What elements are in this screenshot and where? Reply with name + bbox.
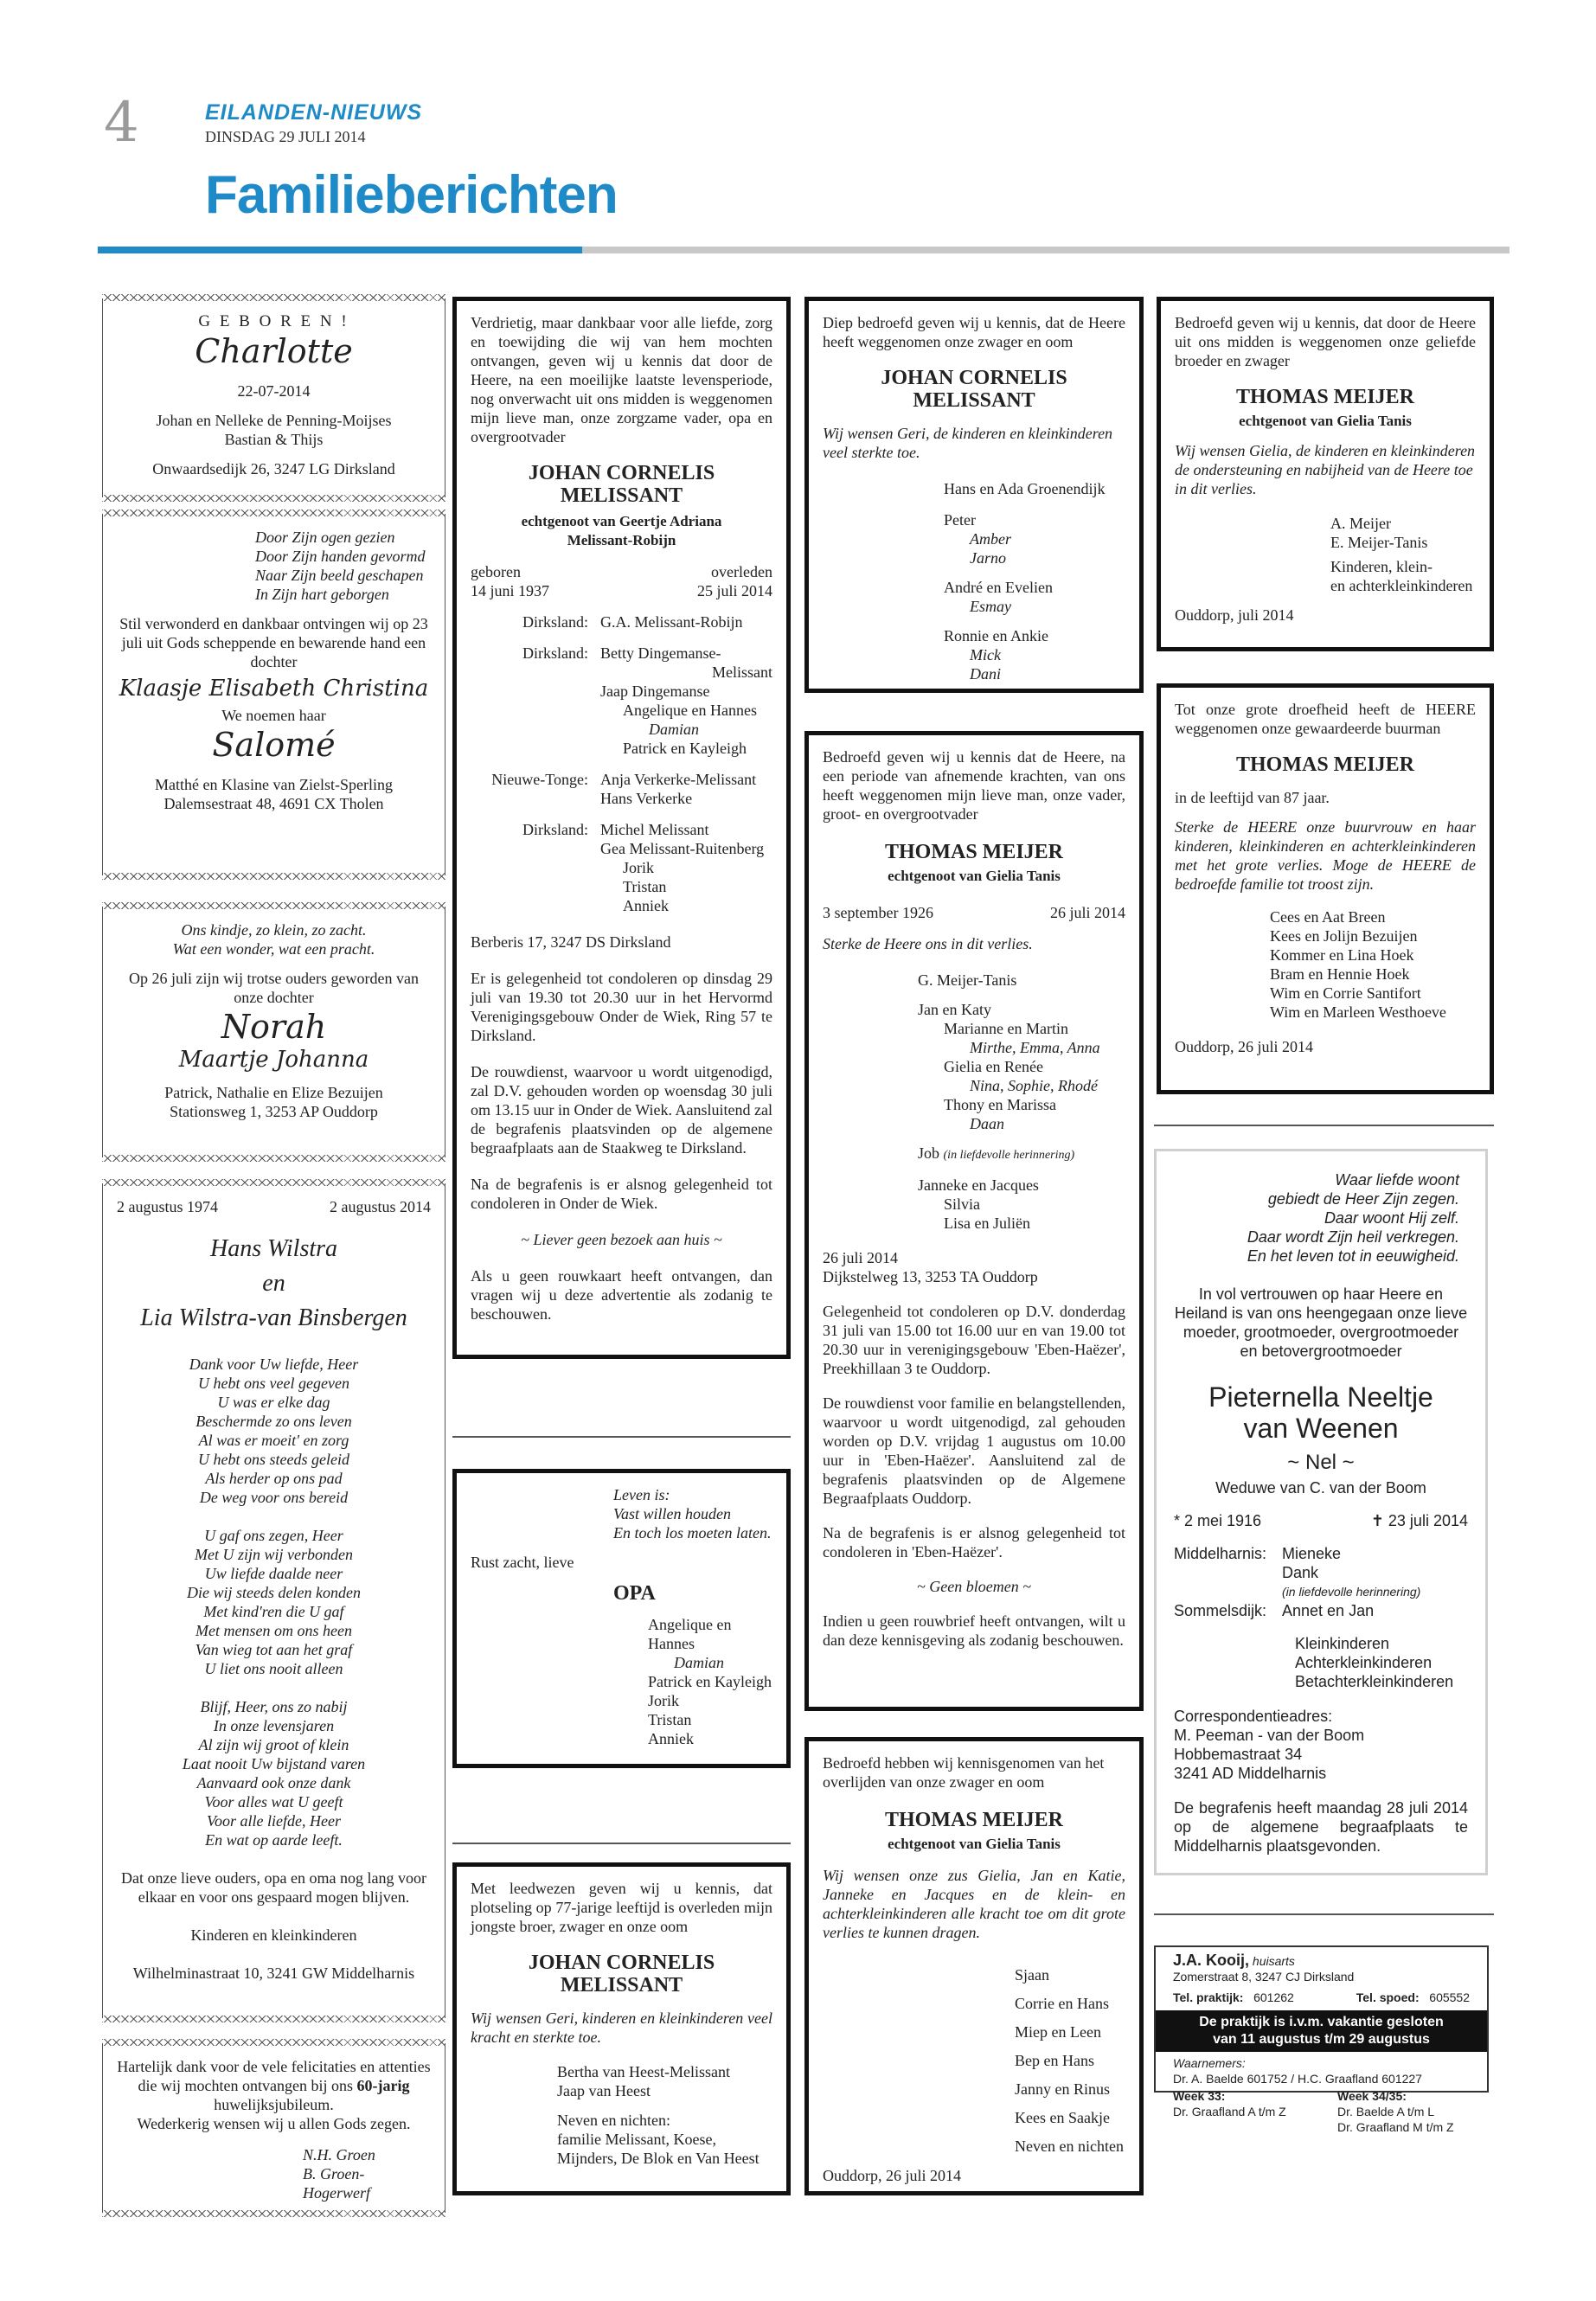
doctor-notice-kooij: [1154, 1945, 1489, 2134]
poem-line: Ons kindje, zo klein, zo zacht.: [181, 921, 367, 939]
born-date: 14 juni 1937: [471, 582, 550, 599]
family-member: Jorik: [648, 1692, 679, 1709]
family-member: Angelique en Hannes: [648, 1616, 732, 1652]
deceased-name: THOMAS MEIJER: [1235, 386, 1414, 408]
family-names: [600, 820, 772, 915]
date-end: 2 augustus 2014: [330, 1198, 431, 1215]
week-34-35-doctor-2: Dr. Graafland M t/m Z: [1337, 2120, 1454, 2134]
deceased-name-2: MELISSANT: [913, 389, 1035, 412]
wish-text: Wij wensen onze zus Gielia, Jan en Katie, Janneke en Jacques en de klein- en achterkleinkinderen alle kracht toe om dit grote verlies te kunnen dragen.: [823, 1867, 1125, 1941]
family-member: André en Evelien: [944, 579, 1053, 596]
poem-line: Voor alle liefde, Heer: [207, 1812, 341, 1830]
place-label: Nieuwe-Tonge:: [491, 771, 588, 788]
poem-line: Al was er moeit' en zorg: [198, 1432, 349, 1449]
poem-line: Naar Zijn beeld geschapen: [255, 567, 424, 584]
poem-verse-3: [117, 1697, 431, 1849]
died-label: overleden: [711, 563, 772, 580]
poem-line: Door Zijn ogen gezien: [255, 529, 395, 546]
deceased-name-1: Pieternella Neeltje: [1208, 1381, 1433, 1413]
obituary-opa: [452, 1469, 791, 1768]
family-member: Neven en nichten: [1015, 2138, 1124, 2155]
card-note: Als u geen rouwkaart heeft ontvangen, dan vragen wij u deze advertentie als zodanig te beschouwen.: [471, 1267, 772, 1323]
family-row: [1174, 1544, 1468, 1582]
baby-name: Norah: [221, 1008, 327, 1046]
poem-line: Al zijn wij groot of klein: [198, 1736, 349, 1753]
poem-line: U liet ons nooit alleen: [204, 1660, 343, 1677]
baby-call-name: Salomé: [212, 726, 336, 764]
poem-line: U gaf ons zegen, Heer: [204, 1527, 343, 1544]
nickname: ~ Nel ~: [1287, 1451, 1355, 1474]
poem-verse-1: [117, 1355, 431, 1507]
family-row: [1174, 1582, 1468, 1601]
family-names: [1282, 1544, 1468, 1582]
job-name: Job: [918, 1144, 940, 1162]
anniversary-dates: [117, 1197, 431, 1216]
life-dates: [471, 562, 772, 600]
intro-text: Diep bedroefd geven wij u kennis, dat de Heere heeft weggenomen onze zwager en oom: [823, 314, 1125, 350]
footer-date: Ouddorp, juli 2014: [1175, 606, 1294, 624]
poem: [117, 528, 431, 604]
emergency-phone-label: Tel. spoed:: [1356, 1990, 1420, 2004]
family-member: Janny en Rinus: [1015, 2080, 1110, 2098]
family-member: Kommer en Lina Hoek: [1270, 946, 1414, 964]
place-label: Dirksland:: [522, 644, 588, 662]
family-member: Tristan: [623, 878, 667, 895]
family-member: Miep en Leen: [1015, 2023, 1101, 2041]
baby-full-name: Klaasje Elisabeth Christina: [119, 676, 429, 702]
poem-line: En wat op aarde leeft.: [205, 1831, 343, 1849]
deceased-name-1: JOHAN CORNELIS: [881, 367, 1067, 389]
family-member: (in liefdevolle herinnering): [1282, 1585, 1421, 1599]
poem: [1174, 1170, 1468, 1266]
family-names: [600, 644, 772, 758]
thanks-text-a: Hartelijk dank voor de vele felicitaties en attenties die wij mochten ontvangen bij ons: [117, 2058, 431, 2094]
address: Stationsweg 1, 3253 AP Ouddorp: [170, 1103, 378, 1120]
closure-banner: [1156, 2010, 1487, 2052]
column-rule: [1154, 1125, 1494, 1126]
family-member: Damian: [649, 721, 699, 738]
deceased-name: THOMAS MEIJER: [1235, 753, 1414, 776]
deceased-name-2: MELISSANT: [560, 1974, 683, 1997]
poem-line: Voor alles wat U geeft: [204, 1793, 343, 1811]
spouse-line: echtgenoot van Gielia Tanis: [888, 868, 1061, 884]
signature-2: B. Groen-Hogerwerf: [303, 2165, 370, 2202]
family-member: Mieneke: [1282, 1545, 1342, 1562]
family-member: Annet en Jan: [1282, 1602, 1375, 1619]
opa-title: OPA: [613, 1582, 656, 1605]
family-member: Silvia: [944, 1195, 981, 1213]
family-member: Peter: [944, 511, 976, 529]
intro-text: Bedroefd geven wij u kennis dat de Heere, na een periode van afnemende krachten, van ons heeft weggenomen mijn lieve man, onze vader, groot- en overgrootvader: [823, 748, 1125, 823]
died-block: [697, 562, 772, 600]
born-date: 3 september 1926: [823, 904, 933, 921]
couple-and: en: [262, 1270, 285, 1297]
anniversary-wilstra: [102, 1183, 445, 2018]
family-member: Jarno: [970, 549, 1006, 567]
family-member: Damian: [674, 1654, 724, 1671]
family-member: Bertha van Heest-Melissant: [557, 2063, 730, 2080]
intro-text: Met leedwezen geven wij u kennis, dat plotseling op 77-jarige leeftijd is overleden mijn jongste broer, zwager en onze oom: [471, 1880, 772, 1935]
issue-date: DINSDAG 29 JULI 2014: [205, 128, 366, 145]
family-member: Lisa en Juliën: [944, 1215, 1030, 1232]
address: Berberis 17, 3247 DS Dirksland: [471, 933, 671, 951]
week-schedule: [1156, 2086, 1487, 2137]
birth-notice-charlotte: [102, 298, 445, 497]
footer-date: Ouddorp, 26 juli 2014: [1175, 1038, 1313, 1055]
intro-text: Verdrietig, maar dankbaar voor alle liefde, zorg en toewijding die wij van hem mochten ontvangen, geven wij u kennis dat door de Heere, na een moeilijke laatste levensperiode, nog onverwacht uit ons midden is weggenomen mijn lieve man, onze zorgzame vader, opa en overgrootvader: [471, 314, 772, 445]
column-rule: [452, 1843, 791, 1844]
thanks-text-b: huwelijksjubileum.: [214, 2096, 334, 2113]
date-start: 2 augustus 1974: [117, 1198, 218, 1215]
poem-line: Waar liefde woont: [1335, 1171, 1459, 1189]
wish-text: Sterke de HEERE onze buurvrouw en haar kinderen, kleinkinderen en achterkleinkinderen met het grote verlies. Moge de HEERE de bedroefde familie tot troost zijn.: [1175, 818, 1476, 893]
family-member: A. Meijer: [1330, 515, 1391, 532]
poem-line: gebiedt de Heer Zijn zegen.: [1267, 1190, 1459, 1208]
family-member: Daan: [970, 1115, 1004, 1132]
family-member: Corrie en Hans: [1015, 1995, 1109, 2012]
birth-heading: G E B O R E N !: [198, 312, 349, 330]
poem-line: Die wij steeds delen konden: [187, 1584, 361, 1601]
intro-text: Bedroefd hebben wij kennisgenomen van het overlijden van onze zwager en oom: [823, 1754, 1105, 1791]
couple-name-2: Lia Wilstra-van Binsbergen: [140, 1304, 407, 1331]
intro-text: Bedroefd geven wij u kennis, dat door de Heere uit ons midden is weggenomen onze geliefde broeder en zwager: [1175, 314, 1476, 369]
family-names: [600, 770, 772, 808]
wish-text: Wij wensen Gielia, de kinderen en kleinkinderen de ondersteuning en nabijheid van de Heere toe in dit verlies.: [1175, 442, 1476, 497]
obituary-johan-inlaws: [804, 297, 1144, 693]
birth-date: 22-07-2014: [237, 382, 311, 400]
column-rule: [1154, 1913, 1494, 1915]
family-member: Michel Melissant: [600, 821, 709, 838]
signature-1: N.H. Groen: [303, 2146, 375, 2163]
family-member: Angelique en Hannes: [623, 702, 757, 719]
poem-line: Met U zijn wij verbonden: [195, 1546, 353, 1563]
poem-line: En het leven tot in eeuwigheid.: [1247, 1247, 1459, 1265]
family-row: [471, 820, 772, 915]
family-member: Achterkleinkinderen: [1295, 1654, 1433, 1671]
family-line-2: Kinderen, klein-: [1330, 558, 1433, 575]
born-label: geboren: [471, 563, 521, 580]
baby-second-name: Maartje Johanna: [178, 1047, 369, 1073]
nephews-line-1: familie Melissant, Koese,: [557, 2131, 716, 2148]
birth-notice-norah: [102, 907, 445, 1157]
thanks-text: [117, 2057, 431, 2114]
poem: [471, 1485, 772, 1542]
family-member: Bep en Hans: [1015, 2052, 1094, 2069]
wish-text: Wij wensen Geri, kinderen en kleinkinderen veel kracht en sterkte toe.: [471, 2009, 772, 2046]
rest-text: Rust zacht, lieve: [471, 1554, 574, 1571]
family-member: Esmay: [970, 598, 1011, 615]
week-34-35: [1337, 2088, 1454, 2135]
family-member: Ronnie en Ankie: [944, 627, 1048, 644]
family-member: Mick: [970, 646, 1001, 663]
poem-line: Blijf, Heer, ons zo nabij: [200, 1698, 348, 1715]
poem-line: Laat nooit Uw bijstand varen: [182, 1755, 366, 1772]
newspaper-logo: EILANDEN-NIEUWS: [205, 100, 423, 125]
died-date: 26 juli 2014: [1049, 904, 1125, 921]
widow-line: Weduwe van C. van der Boom: [1215, 1479, 1426, 1497]
family-member: Hans Verkerke: [600, 790, 693, 807]
signature: Kinderen en kleinkinderen: [190, 1926, 357, 1944]
spouse-line: echtgenoot van Gielia Tanis: [1239, 413, 1412, 429]
family-member: Kees en Jolijn Bezuijen: [1270, 927, 1418, 945]
jubilee-years: 60-jarig: [356, 2077, 410, 2094]
family-member: Betachterkleinkinderen: [1295, 1673, 1454, 1690]
footer-date: Ouddorp, 26 juli 2014: [823, 2167, 961, 2184]
place-label: Dirksland:: [522, 613, 588, 631]
died-date: ✝ 23 juli 2014: [1370, 1512, 1468, 1529]
obituary-johan-family: [452, 297, 791, 1359]
family-row: [471, 770, 772, 808]
family-line-3: en achterkleinkinderen: [1330, 577, 1473, 594]
family-names: [600, 612, 772, 631]
announcement-text: Stil verwonderd en dankbaar ontvingen wij op 23 juli uit Gods scheppende en bewarende hand een dochter: [119, 615, 428, 670]
title-bar-rule: [582, 247, 1509, 253]
family-list-2: [823, 1176, 1125, 1233]
family-list: [823, 1961, 1125, 2161]
title-bar-accent: [98, 247, 582, 253]
poem-line: Daar wordt Zijn heil verkregen.: [1247, 1228, 1459, 1246]
died-date: 25 juli 2014: [696, 582, 772, 599]
poem-line: In onze levensjaren: [213, 1717, 335, 1734]
quote: Sterke de Heere ons in dit verlies.: [823, 935, 1033, 952]
no-visit-note: ~ Liever geen bezoek aan huis ~: [521, 1231, 722, 1248]
family-member: Kleinkinderen: [1295, 1635, 1390, 1652]
job-note: (in liefdevolle herinnering): [943, 1149, 1075, 1162]
family-member: G. Meijer-Tanis: [918, 971, 1017, 989]
after-funeral-info: Na de begrafenis is er alsnog gelegenheid tot condoleren in 'Eben-Haëzer'.: [823, 1524, 1125, 1561]
correspondence-street: Hobbemastraat 34: [1174, 1746, 1303, 1763]
obituary-thomas-sibling: [1157, 297, 1494, 651]
family-list: [1175, 907, 1476, 1022]
parents: Matthé en Klasine van Zielst-Sperling: [155, 776, 393, 793]
poem-line: Als herder op ons pad: [205, 1470, 343, 1487]
poem-line: Met mensen om ons heen: [195, 1622, 352, 1639]
deceased-name: THOMAS MEIJER: [884, 1809, 1063, 1831]
poem: [117, 920, 431, 958]
parents: Patrick, Nathalie en Elize Bezuijen: [164, 1084, 383, 1101]
deceased-name: THOMAS MEIJER: [884, 841, 1063, 863]
correspondence-city: 3241 AD Middelharnis: [1174, 1765, 1327, 1782]
letter-note: Indien u geen rouwbrief heeft ontvangen, wilt u dan deze kennisgeving als zodanig beschouwen.: [823, 1612, 1125, 1649]
notice-date: 26 juli 2014: [823, 1249, 899, 1266]
week-34-35-doctor-1: Dr. Baelde A t/m L: [1337, 2105, 1435, 2118]
poem-line: Met kind'ren die U gaf: [203, 1603, 344, 1620]
address: Onwaardsedijk 26, 3247 LG Dirksland: [152, 460, 395, 478]
birth-notice-klaasje: [102, 514, 445, 875]
spouse-line: echtgenoot van Gielia Tanis: [888, 1836, 1061, 1852]
born-block: [471, 562, 549, 600]
service-info: De rouwdienst voor familie en belangstellenden, waarvoor u wordt uitgenodigd, zal gehouden worden op D.V. vrijdag 1 augustus om 10.00 uur in 'Eben-Haëzer'. Aansluitend zal de begrafenis plaatsvinden op de Algemene Begraafplaats Ouddorp.: [823, 1394, 1125, 1507]
family-member: Jorik: [623, 859, 654, 876]
week-33-doctor: Dr. Graafland A t/m Z: [1173, 2105, 1286, 2118]
family-list: [471, 1615, 772, 1748]
family-member: Sjaan: [1015, 1966, 1049, 1984]
obituary-johan-sister: [452, 1862, 791, 2195]
place-label: Dirksland:: [522, 821, 588, 838]
family-member: Amber: [970, 530, 1011, 548]
address: Dijkstelweg 13, 3253 TA Ouddorp: [823, 1268, 1038, 1285]
closure-line-1: De praktijk is i.v.m. vakantie gesloten: [1199, 2015, 1444, 2029]
job-line: [823, 1144, 1125, 1165]
obituary-thomas-neighbours: [1157, 683, 1494, 1094]
deceased-name-1: JOHAN CORNELIS: [528, 462, 715, 484]
family-member: Gea Melissant-Ruitenberg: [600, 840, 765, 857]
obituary-thomas-inlaws: [804, 1737, 1144, 2195]
obituary-van-weenen: [1154, 1149, 1488, 1875]
spouse-line-2: Melissant-Robijn: [567, 532, 676, 548]
week-33-label: Week 33:: [1173, 2089, 1226, 2103]
couple-name-1: Hans Wilstra: [209, 1235, 338, 1262]
family-member: Jaap van Heest: [557, 2082, 651, 2099]
deceased-name-1: JOHAN CORNELIS: [528, 1952, 715, 1974]
family-member: Melissant: [712, 663, 772, 681]
family-member: Dani: [970, 665, 1001, 683]
column-rule: [452, 1436, 791, 1438]
correspondence-name: M. Peeman - van der Boom: [1174, 1727, 1365, 1744]
announcement-text: Op 26 juli zijn wij trotse ouders geworden van onze dochter: [129, 970, 419, 1006]
call-name-label: We noemen haar: [221, 707, 326, 724]
closure-line-2: van 11 augustus t/m 29 augustus: [1213, 2032, 1430, 2047]
intro-text: In vol vertrouwen op haar Heere en Heiland is van ons heengegaan onze lieve moeder, grootmoeder, overgrootmoeder en betovergrootmoeder: [1174, 1285, 1468, 1360]
family-member: Betty Dingemanse-: [600, 644, 721, 662]
nephews-line-2: Mijnders, De Blok en Van Heest: [557, 2150, 760, 2167]
address: Dalemsestraat 48, 4691 CX Tholen: [163, 795, 384, 812]
family-member: Wim en Corrie Santifort: [1270, 984, 1421, 1002]
substitutes-label: Waarnemers:: [1173, 2056, 1246, 2070]
address: Wilhelminastraat 10, 3241 GW Middelharnis: [132, 1965, 415, 1982]
poem-line: Vast willen houden: [613, 1505, 731, 1522]
page-number: 4: [104, 91, 139, 155]
age-line: in de leeftijd van 87 jaar.: [1175, 789, 1330, 806]
family-list: [1174, 1634, 1468, 1691]
doctor-header: [1156, 1947, 1487, 1969]
poem-line: Aanvaard ook onze dank: [196, 1774, 351, 1791]
doctor-address: Zomerstraat 8, 3247 CJ Dirksland: [1173, 1970, 1355, 1984]
family-member: Nina, Sophie, Rhodé: [970, 1077, 1098, 1094]
family-names: [1282, 1601, 1468, 1620]
family-list: [471, 2062, 772, 2100]
family-member: Gielia en Renée: [944, 1058, 1043, 1075]
poem-line: Dank voor Uw liefde, Heer: [189, 1356, 359, 1373]
place-label: Sommelsdijk:: [1174, 1602, 1267, 1619]
poem-line: Wat een wonder, wat een pracht.: [172, 940, 375, 958]
family-row: [471, 612, 772, 631]
poem-line: U hebt ons steeds geleid: [198, 1451, 349, 1468]
poem-line: Beschermde zo ons leven: [195, 1413, 352, 1430]
poem-line: In Zijn hart geborgen: [255, 586, 389, 603]
family-member: Janneke en Jacques: [918, 1176, 1039, 1194]
family-member: Patrick en Kayleigh: [623, 740, 747, 757]
family-member: Hans en Ada Groenendijk: [944, 480, 1106, 497]
family-member: Mirthe, Emma, Anna: [970, 1039, 1100, 1056]
family-member: E. Meijer-Tanis: [1330, 534, 1428, 551]
section-title: Familieberichten: [205, 165, 618, 225]
family-member: Bram en Hennie Hoek: [1270, 965, 1410, 983]
parents: Johan en Nelleke de Penning-Moijses: [156, 412, 392, 429]
no-flowers-note: ~ Geen bloemen ~: [917, 1578, 1031, 1595]
family-member: Cees en Aat Breen: [1270, 908, 1386, 926]
siblings: Bastian & Thijs: [224, 431, 324, 448]
family-rows: [1174, 1544, 1468, 1620]
practice-phone[interactable]: 601262: [1253, 1990, 1294, 2004]
condolence-info: Gelegenheid tot condoleren op D.V. donderdag 31 juli van 15.00 tot 16.00 uur en van 19.00 tot 20.30 uur in verenigingsgebouw 'Eben-Haëzer', Preekhillaan 3 te Ouddorp.: [823, 1303, 1125, 1377]
practice-phone-label: Tel. praktijk:: [1173, 1990, 1244, 2004]
blessing-text: Wederkerig wensen wij u allen Gods zegen.: [137, 2115, 411, 2132]
family-member: Jan en Katy: [918, 1001, 991, 1018]
poem-verse-2: [117, 1526, 431, 1678]
phone-row: [1156, 1988, 1487, 2007]
life-dates: [823, 903, 1125, 922]
after-funeral-info: Na de begrafenis is er alsnog gelegenheid tot condoleren in Onder de Wiek.: [471, 1176, 772, 1212]
family-member: Wim en Marleen Westhoeve: [1270, 1003, 1446, 1021]
service-info: De rouwdienst, waarvoor u wordt uitgenodigd, zal D.V. gehouden worden op woensdag 30 juli om 13.15 uur in Onder de Wiek. Aansluitend zal de begrafenis plaatsvinden op de algemene begraafplaats aan de Staakweg te Dirksland.: [471, 1063, 772, 1157]
thanks-groen: [102, 2043, 445, 2213]
wish-text: Dat onze lieve ouders, opa en oma nog lang voor elkaar en voor ons gespaard mogen blijven.: [121, 1869, 426, 1906]
spouse-line-1: echtgenoot van Geertje Adriana: [521, 513, 722, 529]
poem-line: Door Zijn handen gevormd: [255, 548, 426, 565]
poem-line: De weg voor ons bereid: [199, 1489, 349, 1506]
baby-name: Charlotte: [195, 332, 353, 370]
deceased-name-2: MELISSANT: [560, 484, 683, 507]
deceased-name-2: van Weenen: [1243, 1413, 1399, 1444]
poem-line: Leven is:: [613, 1486, 670, 1503]
poem-line: U hebt ons veel gegeven: [198, 1375, 349, 1392]
family-row: [471, 644, 772, 758]
doctor-role: huisarts: [1249, 1954, 1295, 1968]
intro-text: Tot onze grote droefheid heeft de HEERE weggenomen onze gewaardeerde buurman: [1175, 701, 1476, 737]
family-row: [1174, 1601, 1468, 1620]
family-member: Anniek: [623, 897, 669, 914]
emergency-phone[interactable]: 605552: [1429, 1990, 1470, 2004]
family-list: [823, 971, 1125, 1133]
poem-line: U was er elke dag: [217, 1394, 330, 1411]
condolence-info: Er is gelegenheid tot condoleren op dinsdag 29 juli van 19.30 tot 20.30 uur in het Hervormd Verenigingsgebouw Onder de Wiek, Ring 57 te Dirksland.: [471, 970, 772, 1044]
born-date: * 2 mei 1916: [1174, 1512, 1262, 1529]
nephews-label: Neven en nichten:: [557, 2112, 670, 2129]
poem-line: Van wieg tot aan het graf: [195, 1641, 353, 1658]
funeral-info: De begrafenis heeft maandag 28 juli 2014 op de algemene begraafplaats te Middelharnis plaatsgevonden.: [1174, 1799, 1468, 1855]
family-list: [823, 479, 1125, 683]
family-list: [471, 612, 772, 915]
family-member: Thony en Marissa: [944, 1096, 1056, 1113]
poem-line: Daar woont Hij zelf.: [1324, 1209, 1459, 1227]
place-label: [1174, 1582, 1282, 1601]
week-34-35-label: Week 34/35:: [1337, 2089, 1407, 2103]
poem-line: En toch los moeten laten.: [613, 1524, 772, 1541]
family-list: [1175, 514, 1476, 552]
family-member: Dank: [1282, 1564, 1319, 1581]
family-member: Kees en Saakje: [1015, 2109, 1110, 2126]
family-member: Anniek: [648, 1730, 694, 1747]
family-member: Patrick en Kayleigh: [648, 1673, 772, 1690]
doctor-name: J.A. Kooij,: [1173, 1952, 1250, 1969]
family-names: [1282, 1582, 1468, 1601]
family-member: Jaap Dingemanse: [600, 683, 710, 700]
family-member: G.A. Melissant-Robijn: [600, 613, 743, 631]
life-dates: [1174, 1511, 1468, 1530]
family-member: Anja Verkerke-Melissant: [600, 771, 757, 788]
family-member: Marianne en Martin: [944, 1020, 1068, 1037]
week-33: [1173, 2088, 1337, 2135]
place-label: Middelharnis:: [1174, 1545, 1267, 1562]
substitutes-line: Dr. A. Baelde 601752 / H.C. Graafland 601227: [1173, 2072, 1422, 2086]
correspondence-label: Correspondentieadres:: [1174, 1708, 1333, 1725]
poem-line: Uw liefde daalde neer: [204, 1565, 343, 1582]
family-member: Tristan: [648, 1711, 692, 1728]
wish-text: Wij wensen Geri, de kinderen en kleinkinderen veel sterkte toe.: [823, 425, 1113, 461]
obituary-thomas-family: [804, 731, 1144, 1711]
